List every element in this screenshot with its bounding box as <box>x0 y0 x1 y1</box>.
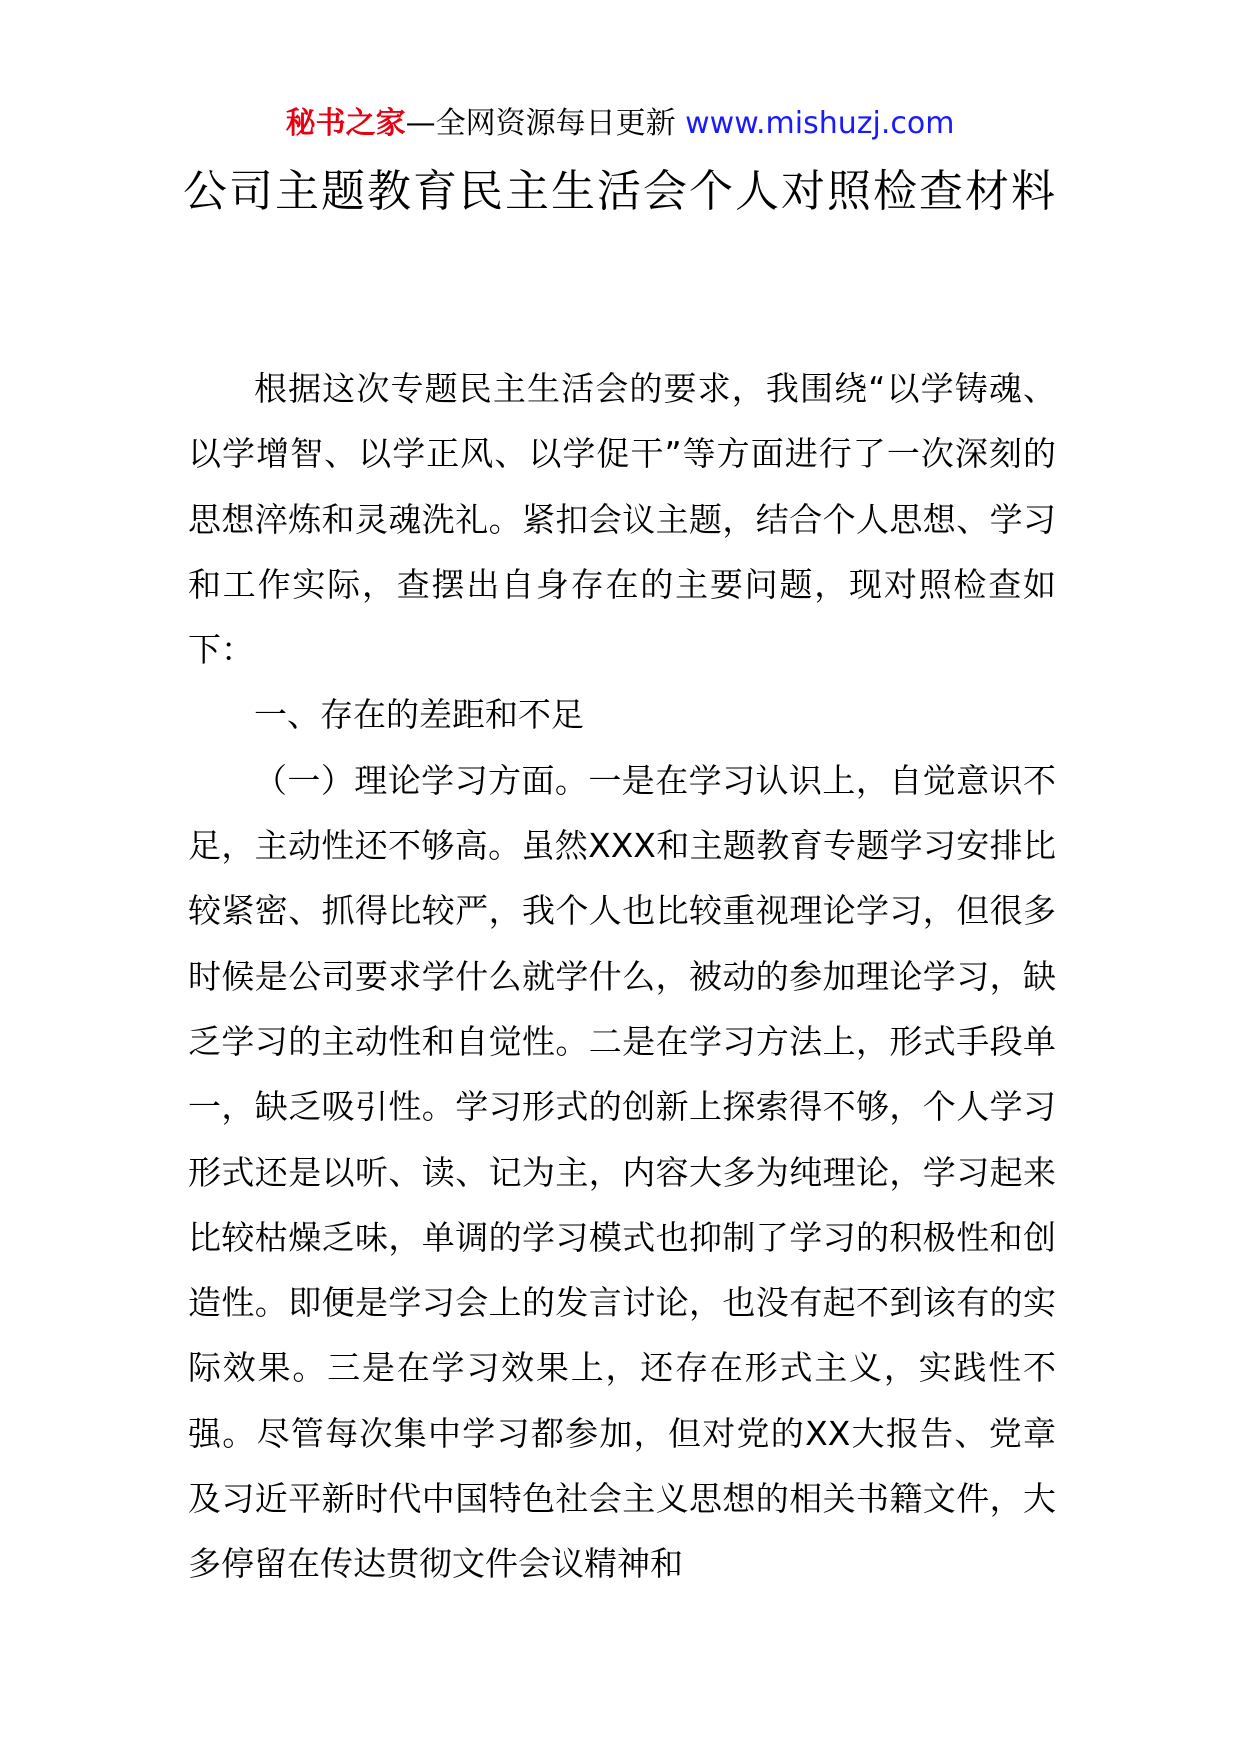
document-title: 公司主题教育民主生活会个人对照检查材料 <box>183 166 1057 217</box>
section-heading: 一、存在的差距和不足 <box>254 695 584 735</box>
site-url-link[interactable]: www.mishuzj.com <box>685 106 955 141</box>
body-paragraph: （一）理论学习方面。一是在学习认识上，自觉意识不足，主动性还不够高。虽然XXX和主题教育专题学习安排比较紧密、抓得比较严，我个人也比较重视理论学习，但很多时候是公司要求学什么就学什么，被动的参加理论学习，缺乏学习的主动性和自觉性。二是在学习方法上，形式手段单一，缺乏吸引性。学习形式的创新上探索得不够，个人学习形式还是以听、读、记为主，内容大多为纯理论，学习起来比较枯燥乏味，单调的学习模式也抑制了学习的积极性和创造性。即便是学习会上的发言讨论，也没有起不到该有的实际效果。三是在学习效果上，还存在形式主义，实践性不强。尽管每次集中学习都参加，但对党的XX大报告、党章及习近平新时代中国特色社会主义思想的相关书籍文件，大多停留在传达贯彻文件会议精神和 <box>188 760 1056 1584</box>
site-brand: 秘书之家 <box>285 106 406 141</box>
intro-paragraph: 根据这次专题民主生活会的要求，我围绕“以学铸魂、以学增智、以学正风、以学促干”等方面进行了一次深刻的思想淬炼和灵魂洗礼。紧扣会议主题，结合个人思想、学习和工作实际，查摆出自身存在的主要问题，现对照检查如下： <box>188 369 1056 670</box>
site-header <box>0 102 1240 146</box>
site-slogan: —全网资源每日更新 <box>405 106 676 141</box>
document-body <box>188 356 1056 1597</box>
